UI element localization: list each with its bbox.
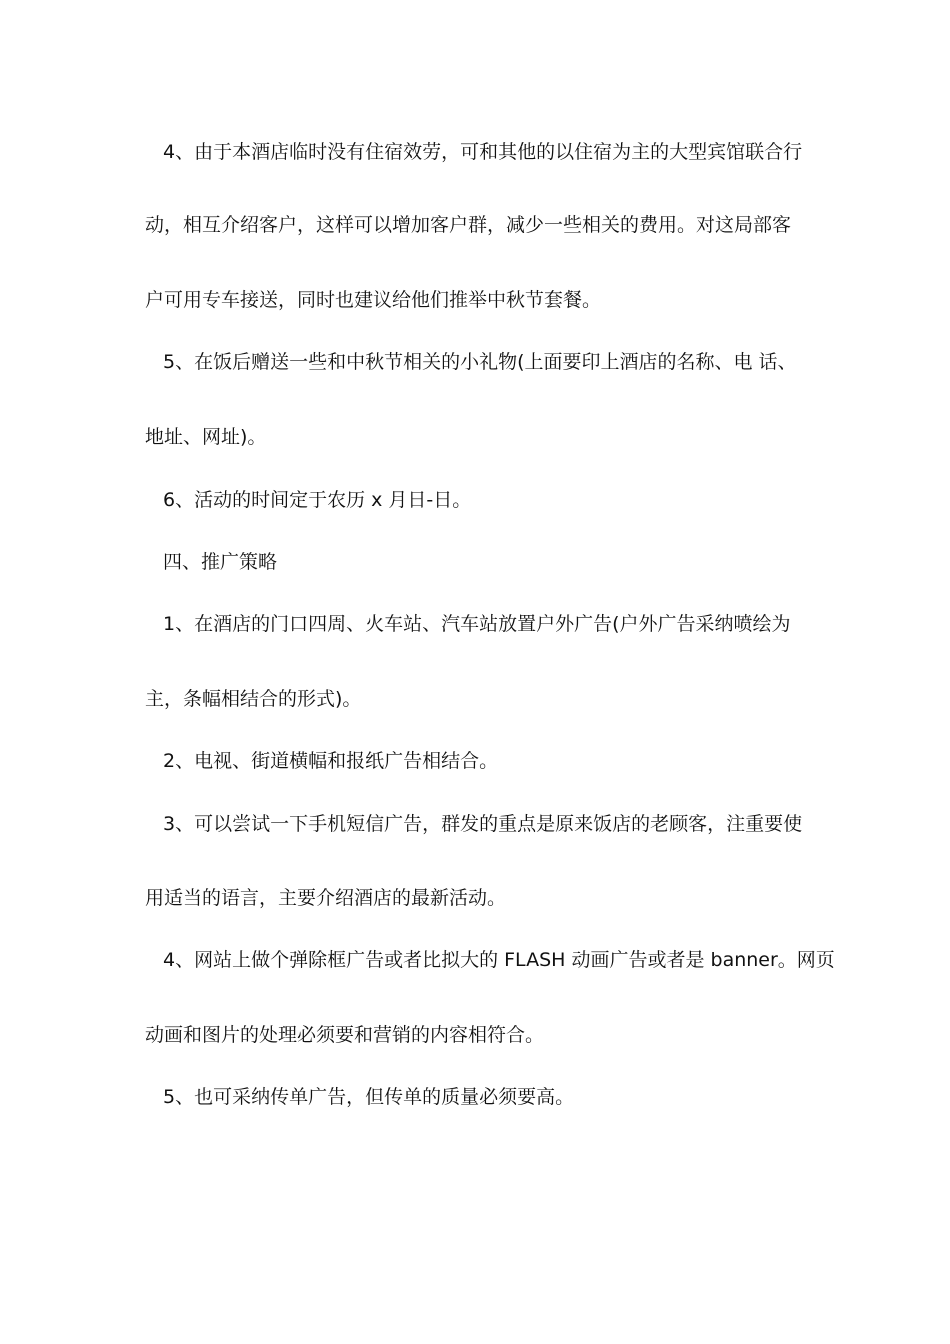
paragraph-line: 3、可以尝试一下手机短信广告，群发的重点是原来饭店的老顾客，注重要使 bbox=[163, 813, 803, 835]
paragraph-line: 1、在酒店的门口四周、火车站、汽车站放置户外广告(户外广告采纳喷绘为 bbox=[163, 613, 791, 635]
paragraph-line: 5、在饭后赠送一些和中秋节相关的小礼物(上面要印上酒店的名称、电 话、 bbox=[163, 351, 797, 373]
paragraph-line: 户可用专车接送，同时也建议给他们推举中秋节套餐。 bbox=[145, 289, 602, 311]
paragraph-line: 地址、网址)。 bbox=[145, 426, 267, 448]
section-heading: 四、推广策略 bbox=[163, 551, 278, 573]
paragraph-line: 4、网站上做个弹除框广告或者比拟大的 FLASH 动画广告或者是 banner。网页 bbox=[163, 949, 835, 971]
paragraph-line: 动画和图片的处理必须要和营销的内容相符合。 bbox=[145, 1024, 545, 1046]
paragraph-line: 动，相互介绍客户，这样可以增加客户群，减少一些相关的费用。对这局部客 bbox=[145, 214, 792, 236]
paragraph-line: 4、由于本酒店临时没有住宿效劳，可和其他的以住宿为主的大型宾馆联合行 bbox=[163, 141, 803, 163]
paragraph-line: 5、也可采纳传单广告，但传单的质量必须要高。 bbox=[163, 1086, 575, 1108]
paragraph-line: 2、电视、街道横幅和报纸广告相结合。 bbox=[163, 750, 499, 772]
paragraph-line: 6、活动的时间定于农历 x 月日-日。 bbox=[163, 489, 472, 511]
paragraph-line: 用适当的语言，主要介绍酒店的最新活动。 bbox=[145, 887, 507, 909]
paragraph-line: 主，条幅相结合的形式)。 bbox=[145, 688, 362, 710]
